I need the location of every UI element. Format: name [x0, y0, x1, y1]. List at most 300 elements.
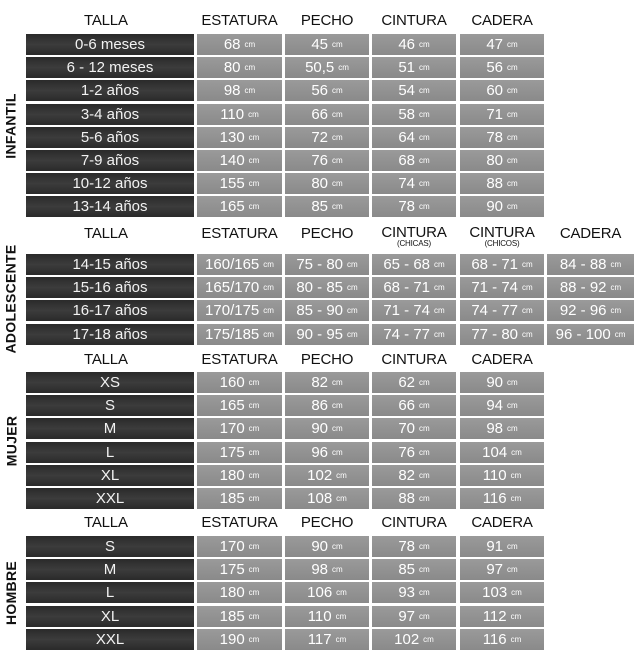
- measure-value: 94: [486, 397, 503, 415]
- measure-value: 68 - 71: [471, 256, 519, 273]
- measure-value: 60: [486, 82, 503, 100]
- measure-value: 165/170: [205, 279, 260, 297]
- measure-cintura: [372, 196, 456, 217]
- unit-label: cm: [419, 63, 430, 73]
- measure-pecho: [285, 277, 369, 298]
- unit-label: cm: [332, 447, 343, 457]
- table-row: [0, 127, 637, 148]
- table-row: [0, 173, 637, 194]
- unit-label: cm: [263, 260, 274, 269]
- measure-value: 46: [398, 36, 415, 53]
- measure-cadera: [460, 80, 544, 101]
- table-row: [0, 254, 637, 275]
- measure-pecho: [285, 559, 369, 580]
- measure-value: 112: [482, 607, 507, 625]
- measure-value: 56: [311, 82, 328, 100]
- section-label-text: HOMBRE: [3, 560, 19, 625]
- unit-label: cm: [248, 378, 260, 387]
- header-cintura-sublabel: (CHICOS): [484, 239, 520, 248]
- measure-value: 102: [394, 630, 420, 648]
- measure-pecho: [285, 80, 369, 101]
- measure-value: 70: [398, 420, 415, 438]
- measure-value: 65 - 68: [383, 256, 431, 273]
- unit-label: cm: [336, 470, 347, 480]
- unit-label: cm: [332, 40, 343, 49]
- measure-value: 90: [311, 420, 328, 438]
- measure-value: 98: [486, 420, 503, 438]
- measure-pecho: [285, 629, 369, 650]
- measure-cadera: [460, 559, 544, 580]
- table-row: [0, 606, 637, 627]
- measure-value: 68: [398, 152, 415, 169]
- unit-label: cm: [248, 447, 260, 457]
- measure-value: 97: [398, 607, 415, 625]
- header-talla: TALLA: [84, 11, 128, 29]
- unit-label: cm: [507, 424, 518, 434]
- measure-value: 90: [486, 374, 503, 391]
- measure-estatura: [197, 80, 282, 101]
- unit-label: cm: [522, 306, 533, 316]
- measure-value: 76: [311, 152, 328, 169]
- measure-estatura: [197, 582, 282, 603]
- measure-value: 50,5: [305, 59, 335, 77]
- measure-value: 108: [307, 490, 333, 507]
- unit-label: cm: [248, 202, 260, 212]
- unit-label: cm: [332, 202, 343, 212]
- measure-value: 54: [398, 82, 415, 100]
- measure-value: 86: [311, 397, 328, 415]
- size-label: XXL: [26, 629, 194, 650]
- unit-label: cm: [244, 63, 256, 73]
- measure-value: 68: [223, 36, 241, 53]
- measure-value: 80: [223, 59, 241, 77]
- measure-cadera: [460, 536, 544, 557]
- measure-value: 190: [219, 630, 245, 648]
- size-label: L: [26, 582, 194, 603]
- size-label: 7-9 años: [26, 150, 194, 171]
- unit-label: cm: [507, 86, 518, 96]
- measure-estatura: [197, 324, 282, 345]
- measure-cadera: [460, 606, 544, 627]
- measure-value: 45: [311, 36, 328, 53]
- measure-cadera: [460, 418, 544, 439]
- measure-value: 62: [398, 374, 415, 391]
- measure-cintura: [372, 80, 456, 101]
- measure-pecho: [285, 372, 369, 393]
- measure-value: 130: [219, 128, 245, 146]
- unit-label: cm: [332, 424, 343, 434]
- measure-value: 116: [482, 630, 507, 648]
- section-label-text: ADOLESCENTE: [3, 244, 19, 354]
- measure-value: 92 - 96: [559, 302, 607, 320]
- unit-label: cm: [332, 401, 343, 411]
- size-label: 3-4 años: [26, 104, 194, 125]
- measure-value: 165: [219, 397, 245, 415]
- measure-value: 93: [398, 584, 415, 602]
- unit-label: cm: [263, 329, 274, 339]
- measure-value: 85: [311, 198, 328, 216]
- unit-label: cm: [419, 378, 430, 387]
- measure-pecho: [285, 488, 369, 509]
- unit-label: cm: [510, 494, 522, 503]
- measure-cintura-chicos: [460, 324, 544, 345]
- measure-pecho: [285, 465, 369, 486]
- measure-value: 170/175: [205, 302, 260, 320]
- measure-pecho: [285, 104, 369, 125]
- unit-label: cm: [419, 494, 430, 503]
- measure-value: 185: [219, 607, 245, 625]
- measure-cintura: [372, 34, 456, 55]
- measure-pecho: [285, 536, 369, 557]
- header-cintura-sublabel: (CHICAS): [397, 239, 431, 248]
- measure-value: 75 - 80: [296, 256, 344, 273]
- measure-value: 74 - 77: [383, 325, 431, 343]
- size-label: 5-6 años: [26, 127, 194, 148]
- unit-label: cm: [419, 401, 430, 411]
- measure-value: 155: [219, 175, 245, 193]
- table-row: [0, 57, 637, 78]
- measure-cintura-chicas: [372, 324, 456, 345]
- measure-value: 106: [307, 584, 333, 602]
- unit-label: cm: [248, 542, 260, 551]
- unit-label: cm: [522, 329, 533, 339]
- header-cadera: CADERA: [471, 11, 533, 29]
- measure-cadera: [460, 629, 544, 650]
- measure-pecho: [285, 606, 369, 627]
- table-row: [0, 395, 637, 416]
- measure-value: 110: [482, 466, 507, 484]
- unit-label: cm: [336, 588, 347, 598]
- unit-label: cm: [507, 202, 518, 212]
- unit-label: cm: [347, 260, 358, 269]
- unit-label: cm: [419, 86, 430, 96]
- measure-cadera: [460, 173, 544, 194]
- measure-value: 71: [486, 105, 503, 123]
- table-row: [0, 150, 637, 171]
- measure-pecho: [285, 300, 369, 321]
- measure-cadera: [547, 324, 634, 345]
- measure-value: 51: [398, 59, 415, 77]
- size-label: 14-15 años: [26, 254, 194, 275]
- measure-estatura: [197, 277, 282, 298]
- unit-label: cm: [347, 306, 358, 316]
- table-row: [0, 629, 637, 650]
- measure-cintura: [372, 442, 456, 463]
- measure-cadera: [547, 254, 634, 275]
- unit-label: cm: [248, 132, 260, 142]
- measure-cintura: [372, 559, 456, 580]
- unit-label: cm: [332, 542, 343, 551]
- table-row: [0, 196, 637, 217]
- measure-value: 96 - 100: [555, 325, 611, 343]
- unit-label: cm: [434, 260, 445, 269]
- measure-cintura: [372, 395, 456, 416]
- header-pecho: PECHO: [300, 11, 354, 29]
- measure-value: 104: [482, 443, 508, 461]
- size-label: M: [26, 559, 194, 580]
- measure-cintura: [372, 606, 456, 627]
- measure-value: 82: [398, 466, 415, 484]
- unit-label: cm: [419, 40, 430, 49]
- measure-estatura: [197, 372, 282, 393]
- measure-value: 170: [219, 420, 245, 438]
- measure-value: 71 - 74: [471, 279, 519, 297]
- measure-cadera: [547, 277, 634, 298]
- measure-cintura-chicos: [460, 254, 544, 275]
- unit-label: cm: [434, 306, 445, 316]
- table-row: [0, 277, 637, 298]
- header-pecho: PECHO: [300, 224, 354, 242]
- unit-label: cm: [332, 565, 343, 575]
- measure-pecho: [285, 442, 369, 463]
- measure-cintura-chicas: [372, 300, 456, 321]
- header-talla: TALLA: [84, 513, 128, 531]
- unit-label: cm: [248, 470, 260, 480]
- measure-pecho: [285, 196, 369, 217]
- unit-label: cm: [248, 424, 260, 434]
- table-row: [0, 536, 637, 557]
- measure-value: 66: [311, 105, 328, 123]
- measure-pecho: [285, 324, 369, 345]
- unit-label: cm: [248, 634, 260, 644]
- measure-cadera: [460, 395, 544, 416]
- size-label: XL: [26, 465, 194, 486]
- unit-label: cm: [248, 179, 260, 189]
- header-cadera: CADERA: [559, 224, 622, 242]
- measure-cintura: [372, 173, 456, 194]
- unit-label: cm: [610, 283, 622, 293]
- unit-label: cm: [507, 542, 518, 551]
- measure-estatura: [197, 127, 282, 148]
- table-row: [0, 104, 637, 125]
- measure-estatura: [197, 465, 282, 486]
- table-row: [0, 80, 637, 101]
- measure-value: 72: [311, 128, 328, 146]
- measure-estatura: [197, 173, 282, 194]
- size-label: XS: [26, 372, 194, 393]
- measure-estatura: [197, 536, 282, 557]
- measure-value: 90: [486, 198, 503, 216]
- unit-label: cm: [332, 132, 343, 142]
- unit-label: cm: [332, 378, 343, 387]
- measure-value: 180: [219, 466, 245, 484]
- measure-value: 175/185: [205, 325, 260, 343]
- size-label: 17-18 años: [26, 324, 194, 345]
- measure-cadera: [460, 127, 544, 148]
- measure-estatura: [197, 150, 282, 171]
- measure-estatura: [197, 34, 282, 55]
- section-label-hombre: [0, 536, 22, 650]
- measure-estatura: [197, 300, 282, 321]
- size-label: L: [26, 442, 194, 463]
- measure-pecho: [285, 582, 369, 603]
- measure-value: 185: [219, 490, 245, 507]
- size-label: XXL: [26, 488, 194, 509]
- measure-estatura: [197, 442, 282, 463]
- measure-pecho: [285, 127, 369, 148]
- measure-cintura: [372, 127, 456, 148]
- unit-label: cm: [419, 542, 430, 551]
- unit-label: cm: [510, 611, 522, 621]
- table-row: [0, 418, 637, 439]
- header-cadera: CADERA: [471, 513, 533, 531]
- table-row: [0, 34, 637, 55]
- size-label: S: [26, 536, 194, 557]
- size-label: 6 - 12 meses: [26, 57, 194, 78]
- measure-value: 85 - 90: [296, 302, 344, 320]
- measure-value: 90 - 95: [296, 325, 344, 343]
- measure-cadera: [460, 372, 544, 393]
- measure-value: 58: [398, 105, 415, 123]
- size-label: M: [26, 418, 194, 439]
- measure-value: 88 - 92: [559, 279, 607, 297]
- measure-value: 71 - 74: [383, 302, 431, 320]
- unit-label: cm: [332, 86, 343, 96]
- header-cintura-chicas: [372, 222, 456, 252]
- unit-label: cm: [614, 329, 626, 339]
- measure-pecho: [285, 34, 369, 55]
- measure-cadera: [460, 150, 544, 171]
- table-row: [0, 559, 637, 580]
- size-label: 0-6 meses: [26, 34, 194, 55]
- measure-value: 175: [219, 443, 245, 461]
- unit-label: cm: [347, 283, 358, 293]
- measure-value: 91: [486, 538, 503, 555]
- measure-cadera: [460, 196, 544, 217]
- section-label-text: MUJER: [3, 415, 20, 466]
- unit-label: cm: [332, 179, 343, 189]
- unit-label: cm: [419, 179, 430, 189]
- measure-estatura: [197, 559, 282, 580]
- header-cintura: CINTURA: [381, 350, 447, 368]
- measure-cintura-chicos: [460, 300, 544, 321]
- measure-value: 96: [311, 443, 328, 461]
- unit-label: cm: [434, 283, 445, 293]
- measure-pecho: [285, 173, 369, 194]
- header-talla: TALLA: [84, 224, 128, 242]
- unit-label: cm: [507, 179, 518, 189]
- measure-pecho: [285, 395, 369, 416]
- measure-value: 98: [223, 82, 241, 100]
- unit-label: cm: [419, 611, 430, 621]
- table-row: [0, 582, 637, 603]
- measure-value: 116: [482, 490, 507, 507]
- measure-value: 76: [398, 443, 415, 461]
- measure-estatura: [197, 104, 282, 125]
- measure-value: 175: [219, 561, 245, 579]
- unit-label: cm: [522, 283, 533, 293]
- measure-value: 110: [307, 607, 332, 625]
- measure-value: 78: [398, 198, 415, 216]
- measure-value: 160/165: [205, 256, 260, 273]
- measure-pecho: [285, 418, 369, 439]
- measure-cintura: [372, 536, 456, 557]
- table-row: [0, 488, 637, 509]
- measure-value: 84 - 88: [559, 256, 607, 273]
- header-cintura-chicos: [460, 222, 544, 252]
- measure-value: 88: [398, 490, 415, 507]
- unit-label: cm: [522, 260, 533, 269]
- unit-label: cm: [419, 470, 430, 480]
- unit-label: cm: [434, 329, 445, 339]
- section-label-mujer: [0, 372, 22, 509]
- measure-value: 80: [311, 175, 328, 193]
- table-row: [0, 300, 637, 321]
- unit-label: cm: [507, 109, 518, 119]
- measure-value: 102: [307, 466, 333, 484]
- measure-value: 77 - 80: [471, 325, 519, 343]
- measure-cintura: [372, 104, 456, 125]
- unit-label: cm: [419, 447, 430, 457]
- measure-cadera: [460, 57, 544, 78]
- unit-label: cm: [338, 63, 349, 73]
- measure-cadera: [460, 488, 544, 509]
- measure-pecho: [285, 57, 369, 78]
- measure-value: 97: [486, 561, 503, 579]
- unit-label: cm: [507, 156, 518, 165]
- measure-cintura: [372, 582, 456, 603]
- unit-label: cm: [419, 132, 430, 142]
- unit-label: cm: [419, 424, 430, 434]
- unit-label: cm: [244, 40, 256, 49]
- unit-label: cm: [419, 109, 430, 119]
- header-cintura-label: CINTURA: [381, 224, 447, 241]
- measure-value: 140: [219, 152, 245, 169]
- measure-value: 110: [220, 105, 245, 123]
- measure-value: 165: [219, 198, 245, 216]
- measure-estatura: [197, 254, 282, 275]
- unit-label: cm: [248, 494, 260, 503]
- measure-cintura-chicos: [460, 277, 544, 298]
- unit-label: cm: [511, 447, 522, 457]
- measure-value: 78: [398, 538, 415, 555]
- unit-label: cm: [610, 306, 622, 316]
- measure-value: 180: [219, 584, 245, 602]
- measure-pecho: [285, 150, 369, 171]
- unit-label: cm: [335, 634, 347, 644]
- measure-cintura: [372, 57, 456, 78]
- unit-label: cm: [507, 565, 518, 575]
- measure-cadera: [460, 442, 544, 463]
- unit-label: cm: [510, 470, 522, 480]
- unit-label: cm: [332, 156, 343, 165]
- unit-label: cm: [248, 565, 260, 575]
- section-label-text: INFANTIL: [3, 92, 19, 159]
- header-estatura: ESTATURA: [201, 513, 278, 531]
- measure-cintura: [372, 150, 456, 171]
- header-pecho: PECHO: [300, 513, 354, 531]
- measure-value: 82: [311, 374, 328, 391]
- unit-label: cm: [248, 611, 260, 621]
- unit-label: cm: [507, 378, 518, 387]
- measure-value: 160: [219, 374, 245, 391]
- measure-cadera: [460, 465, 544, 486]
- measure-value: 74 - 77: [471, 302, 519, 320]
- header-estatura: ESTATURA: [201, 11, 278, 29]
- unit-label: cm: [511, 588, 522, 598]
- measure-cintura: [372, 465, 456, 486]
- measure-value: 98: [311, 561, 328, 579]
- size-label: 15-16 años: [26, 277, 194, 298]
- size-label: 10-12 años: [26, 173, 194, 194]
- measure-cintura: [372, 418, 456, 439]
- unit-label: cm: [248, 156, 260, 165]
- unit-label: cm: [419, 156, 430, 165]
- unit-label: cm: [335, 611, 347, 621]
- table-row: [0, 442, 637, 463]
- measure-value: 90: [311, 538, 328, 555]
- unit-label: cm: [248, 109, 259, 119]
